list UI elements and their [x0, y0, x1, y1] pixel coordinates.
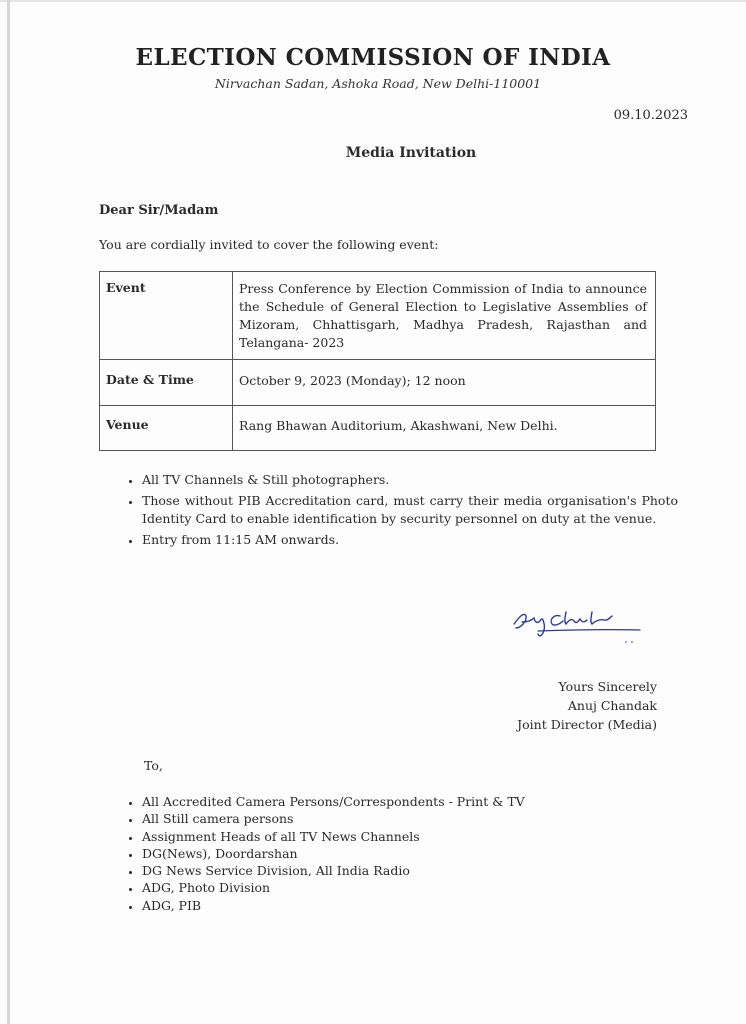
- list-item: • DG News Service Division, All India Radio: [142, 862, 662, 879]
- list-item: • Assignment Heads of all TV News Channels: [142, 828, 662, 845]
- list-item: • ADG, Photo Division: [142, 879, 662, 896]
- closing-block: [517, 677, 657, 734]
- event-label: Event: [100, 272, 233, 360]
- letterhead-address: Nirvachan Sadan, Ashoka Road, New Delhi-110001: [214, 76, 542, 91]
- salutation: Dear Sir/Madam: [99, 203, 219, 218]
- letter-date: 09.10.2023: [613, 108, 688, 123]
- table-row: [100, 360, 656, 406]
- signatory-designation: Joint Director (Media): [517, 717, 657, 732]
- page-top-edge: [0, 0, 746, 2]
- recipients-list: [120, 793, 662, 914]
- table-row: [100, 272, 656, 360]
- signatory-name: Anuj Chandak: [567, 698, 657, 713]
- list-item: • Entry from 11:15 AM onwards.: [142, 531, 678, 549]
- notes-list: [120, 471, 678, 552]
- list-item: • DG(News), Doordarshan: [142, 845, 662, 862]
- list-item: • All TV Channels & Still photographers.: [142, 471, 678, 489]
- list-item: • All Accredited Camera Persons/Correspondents - Print & TV: [142, 793, 662, 810]
- letterhead-title: ELECTION COMMISSION OF INDIA: [135, 44, 611, 71]
- list-item: • All Still camera persons: [142, 810, 662, 827]
- date-time-value: October 9, 2023 (Monday); 12 noon: [233, 360, 656, 406]
- event-details-table: [99, 271, 656, 451]
- document-heading: Media Invitation: [345, 145, 477, 161]
- event-value: Press Conference by Election Commission of India to announce the Schedule of General Election to Legislative Assemblies of Mizoram, Chhattisgarh, Madhya Pradesh, Rajasthan and Telangana- 2023: [233, 272, 656, 360]
- intro-text: You are cordially invited to cover the following event:: [99, 237, 439, 252]
- to-label: To,: [144, 758, 163, 773]
- date-time-label: Date & Time: [100, 360, 233, 406]
- table-row: [100, 406, 656, 451]
- list-item: • Those without PIB Accreditation card, must carry their media organisation's Photo Identity Card to enable identification by security personnel on duty at the venue.: [142, 492, 678, 528]
- closing-line: Yours Sincerely: [558, 679, 657, 694]
- handwritten-signature: [508, 602, 648, 652]
- venue-value: Rang Bhawan Auditorium, Akashwani, New Delhi.: [233, 406, 656, 451]
- list-item: • ADG, PIB: [142, 897, 662, 914]
- venue-label: Venue: [100, 406, 233, 451]
